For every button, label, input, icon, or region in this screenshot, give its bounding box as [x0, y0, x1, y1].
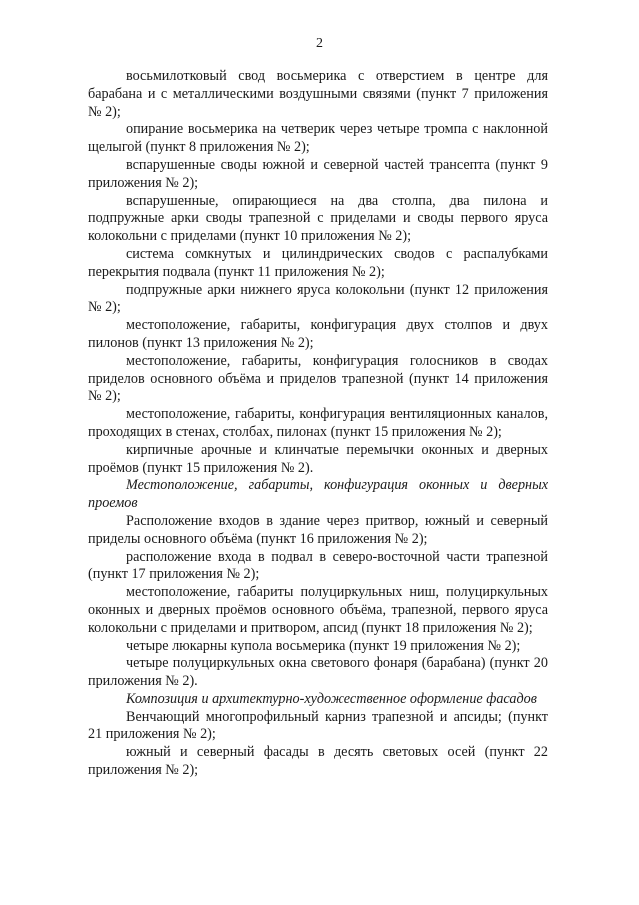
section-heading-facades: Композиция и архитектурно-художественное оформление фасадов [126, 690, 537, 707]
paragraph-refectory-vaults: вспарушенные, опирающиеся на два столпа, два пилона и подпружные арки своды трапезной с приделами и своды первого яруса колокольни с приделами (пункт 10 приложения № 2); [88, 192, 548, 245]
paragraph-cornice: Венчающий многопрофильный карниз трапезной и апсиды; (пункт 21 приложения № 2); [88, 708, 548, 743]
paragraph-facades-axes: южный и северный фасады в десять световых осей (пункт 22 приложения № 2); [88, 744, 548, 779]
paragraph-golosniki: местоположение, габариты, конфигурация голосников в сводах приделов основного объёма и приделов трапезной (пункт 14 приложения № 2); [88, 352, 548, 405]
paragraph-vault-octagon: восьмилотковый свод восьмерика с отверстием в центре для барабана и с металлическими воздушными связями (пункт 7 приложения № 2); [88, 68, 548, 120]
paragraph-transept-vaults: вспарушенные своды южной и северной частей трансепта (пункт 9 приложения № 2); [88, 156, 548, 191]
page-number: 2 [316, 36, 323, 51]
paragraph-pillars: местоположение, габариты, конфигурация двух столпов и двух пилонов (пункт 13 приложения № 2); [88, 317, 548, 351]
paragraph-basement-vaults: система сомкнутых и цилиндрических сводов с распалубками перекрытия подвала (пункт 11 приложения № 2); [88, 245, 548, 280]
paragraph-octagon-support: опирание восьмерика на четверик через четыре тромпа с наклонной щелыгой (пункт 8 приложения № 2); [88, 121, 548, 156]
paragraph-lucarnes: четыре люкарны купола восьмерика (пункт 19 приложения № 2); [126, 637, 521, 654]
paragraph-basement-entrance: расположение входа в подвал в северо-восточной части трапезной (пункт 17 приложения № 2); [88, 548, 548, 583]
paragraph-lantern-windows: четыре полуциркульных окна светового фонаря (барабана) (пункт 20 приложения № 2). [88, 655, 548, 690]
document-body [88, 68, 548, 780]
paragraph-ventilation: местоположение, габариты, конфигурация вентиляционных каналов, проходящих в стенах, столбах, пилонах (пункт 15 приложения № 2); [88, 406, 548, 440]
paragraph-lintels: кирпичные арочные и клинчатые перемычки оконных и дверных проёмов (пункт 15 приложения № 2). [88, 441, 548, 476]
paragraph-niches: местоположение, габариты полуциркульных ниш, полуциркульных оконных и дверных проёмов основного объёма, трапезной, первого яруса колокольни с приделами и притвором, апсид (пункт 18 приложения № 2); [88, 584, 548, 636]
section-heading-openings: Местоположение, габариты, конфигурация оконных и дверных проемов [88, 477, 548, 512]
paragraph-entrances: Расположение входов в здание через притвор, южный и северный приделы основного объёма (пункт 16 приложения № 2); [88, 512, 548, 547]
paragraph-bell-tower-arches: подпружные арки нижнего яруса колокольни (пункт 12 приложения № 2); [88, 281, 548, 316]
